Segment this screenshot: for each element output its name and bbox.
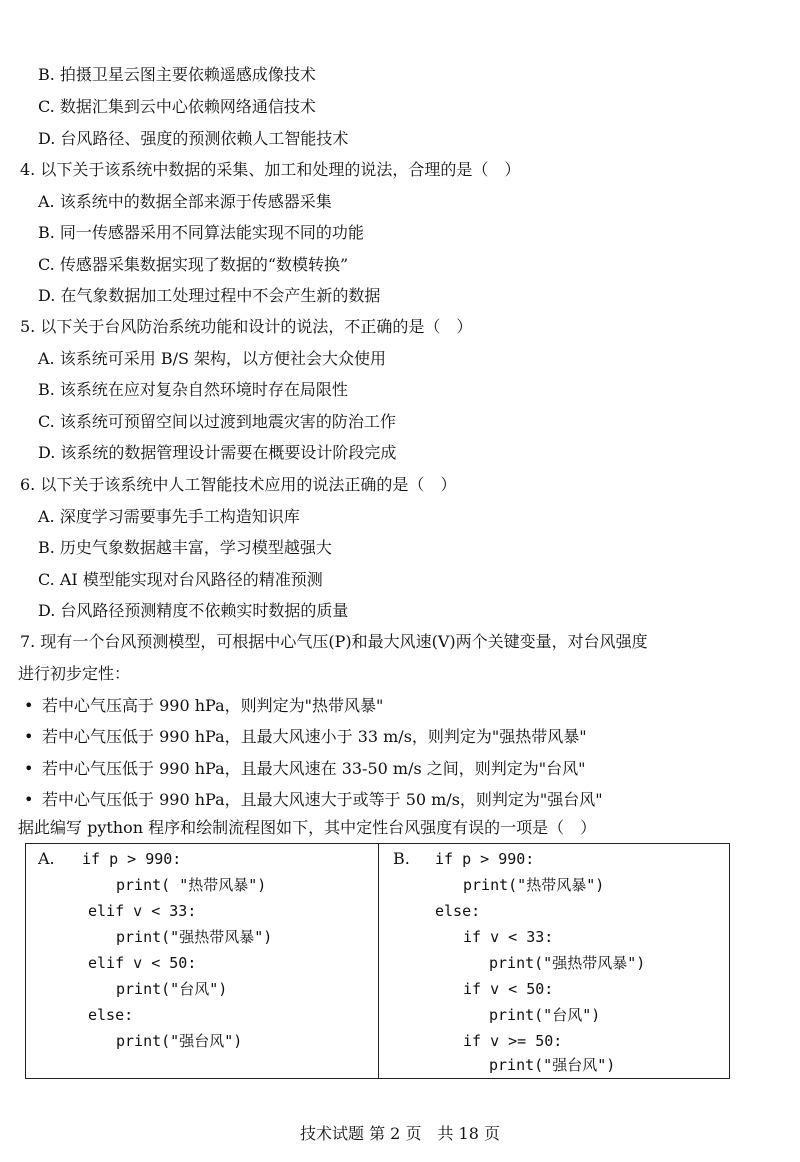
q3-option-b: B. 拍摄卫星云图主要依赖遥感成像技术 — [38, 65, 316, 84]
bullet-dot: • — [24, 727, 34, 746]
code-option-a — [26, 844, 379, 1078]
rule-text: 若中心气压高于 990 hPa，则判定为"热带风暴" — [42, 696, 384, 715]
q6-option-b: B. 历史气象数据越丰富，学习模型越强大 — [38, 538, 332, 557]
code-line: print("强热带风暴") — [116, 928, 273, 946]
bullet-dot: • — [24, 696, 34, 715]
option-a-label: A. — [38, 849, 55, 868]
q5-option-d: D. 该系统的数据管理设计需要在概要设计阶段完成 — [38, 443, 397, 462]
code-options-table — [25, 843, 730, 1079]
code-line: print("强热带风暴") — [489, 954, 646, 972]
q7-rule-2 — [0, 726, 800, 748]
q5-stem: 5. 以下关于台风防治系统功能和设计的说法，不正确的是（ ） — [20, 317, 473, 336]
q7-rule-1 — [0, 695, 800, 717]
q4-option-c: C. 传感器采集数据实现了数据的“数模转换” — [38, 255, 349, 274]
q4-option-a: A. 该系统中的数据全部来源于传感器采集 — [38, 192, 332, 211]
q4-option-d: D. 在气象数据加工处理过程中不会产生新的数据 — [38, 286, 381, 305]
code-line: print("强台风") — [489, 1056, 616, 1074]
rule-text: 若中心气压低于 990 hPa，且最大风速小于 33 m/s，则判定为"强热带风暴" — [42, 727, 587, 746]
page-footer: 技术试题 第 2 页 共 18 页 — [300, 1124, 500, 1143]
code-line: if v < 50: — [463, 980, 554, 998]
code-line: print("强台风") — [116, 1032, 243, 1050]
code-line: if v >= 50: — [463, 1032, 563, 1050]
code-line: print("台风") — [116, 980, 228, 998]
q4-stem: 4. 以下关于该系统中数据的采集、加工和处理的说法，合理的是（ ） — [20, 160, 521, 179]
bullet-dot: • — [24, 790, 34, 809]
q7-rule-4 — [0, 789, 800, 811]
code-line: if p > 990: — [82, 850, 182, 868]
q7-prompt: 据此编写 python 程序和绘制流程图如下，其中定性台风强度有误的一项是（ ） — [18, 818, 597, 837]
q7-stem-line1: 7. 现有一个台风预测模型，可根据中心气压(P)和最大风速(V)两个关键变量，对台风强度 — [20, 632, 648, 651]
q5-option-b: B. 该系统在应对复杂自然环境时存在局限性 — [38, 380, 348, 399]
q6-stem: 6. 以下关于该系统中人工智能技术应用的说法正确的是（ ） — [20, 475, 457, 494]
q6-option-d: D. 台风路径预测精度不依赖实时数据的质量 — [38, 601, 349, 620]
q6-option-c: C. AI 模型能实现对台风路径的精准预测 — [38, 570, 323, 589]
code-line: if p > 990: — [435, 850, 535, 868]
code-line: else: — [435, 902, 481, 920]
rule-text: 若中心气压低于 990 hPa，且最大风速大于或等于 50 m/s，则判定为"强台风" — [42, 790, 603, 809]
q4-option-b: B. 同一传感器采用不同算法能实现不同的功能 — [38, 223, 364, 242]
code-line: print("热带风暴") — [463, 876, 605, 894]
q6-option-a: A. 深度学习需要事先手工构造知识库 — [38, 507, 300, 526]
code-line: else: — [88, 1006, 134, 1024]
code-line: print( "热带风暴") — [116, 876, 267, 894]
code-line: if v < 33: — [463, 928, 554, 946]
q3-option-d: D. 台风路径、强度的预测依赖人工智能技术 — [38, 129, 349, 148]
code-line: elif v < 50: — [88, 954, 197, 972]
code-option-b — [379, 844, 729, 1078]
option-b-label: B. — [393, 849, 410, 868]
code-line: print("台风") — [489, 1006, 601, 1024]
code-line: elif v < 33: — [88, 902, 197, 920]
rule-text: 若中心气压低于 990 hPa，且最大风速在 33-50 m/s 之间，则判定为"台风" — [42, 759, 586, 778]
q7-rule-3 — [0, 758, 800, 780]
bullet-dot: • — [24, 759, 34, 778]
q7-stem-line2: 进行初步定性： — [18, 664, 131, 683]
q3-option-c: C. 数据汇集到云中心依赖网络通信技术 — [38, 97, 316, 116]
q5-option-a: A. 该系统可采用 B/S 架构，以方便社会大众使用 — [38, 349, 387, 368]
q5-option-c: C. 该系统可预留空间以过渡到地震灾害的防治工作 — [38, 412, 396, 431]
